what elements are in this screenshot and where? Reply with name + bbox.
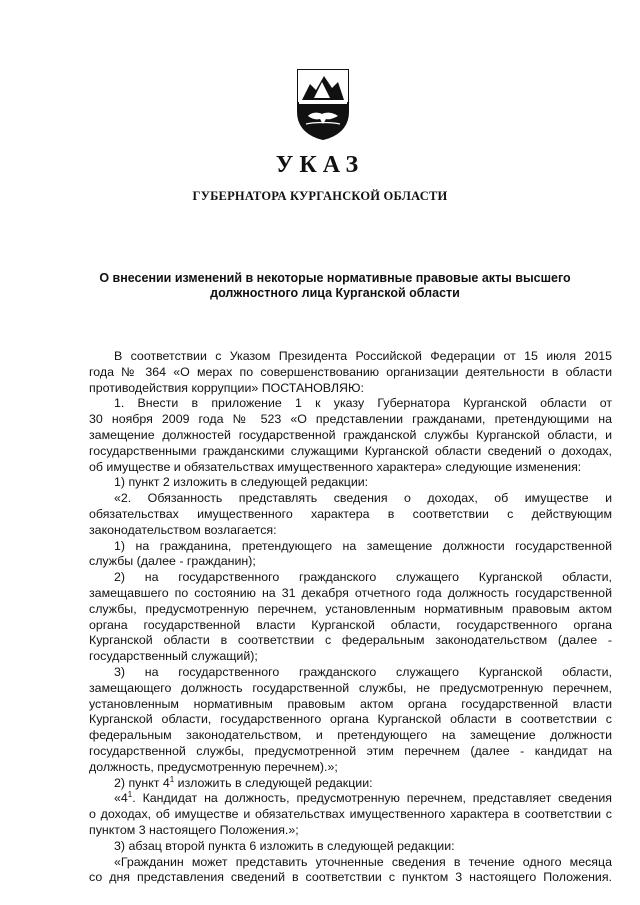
body-text-line: Курганской области в соответствии с федеральным законодательством (далее - [89, 633, 612, 648]
body-text-line: «2. Обязанность представлять сведения о доходах, об имуществе и [114, 491, 612, 506]
body-text-line: пунктом 3 настоящего Положения.»; [89, 822, 299, 837]
document-title-line: должностного лица Курганской области [210, 286, 460, 300]
body-text-line: службы (далее - гражданин); [89, 554, 256, 569]
body-text-line: законодательством возлагается: [89, 522, 277, 537]
body-text-line: 1. Внести в приложение 1 к указу Губернатора Курганской области от [114, 396, 612, 411]
body-text-line: федеральным законодательством, и претендующего на замещение должности [89, 728, 612, 743]
body-text-line: 3) абзац второй пункта 6 изложить в следующей редакции: [114, 838, 455, 853]
body-text-line: службы, предусмотренную перечнем, установленным нормативным правовым актом [89, 601, 612, 616]
document-title [70, 271, 600, 301]
body-text-line: государственной службы, предусмотренной этим перечнем (далее - кандидат на [89, 743, 612, 758]
coat-of-arms-emblem [296, 68, 350, 140]
document-body [89, 349, 612, 886]
body-text-line: 30 ноября 2009 года № 523 «О представлении гражданами, претендующими на [89, 412, 612, 427]
body-text-line: замещающего должность государственной службы, не предусмотренную перечнем, [89, 680, 612, 695]
body-text-line: 2) пункт $4^1$ изложить в следующей редакции: [114, 775, 373, 790]
body-text-line: государственный служащий); [89, 649, 258, 664]
body-text-line: о доходах, об имуществе и обязательствах имущественного характера в соответствии с [89, 807, 612, 822]
document-title-line: О внесении изменений в некоторые нормативные правовые акты высшего [99, 271, 571, 285]
body-text-line: замещавшего по состоянию на 31 декабря отчетного года должность государственной [89, 585, 612, 600]
body-text-line: «$4^1$. Кандидат на должность, предусмотренную перечнем, представляет сведения [114, 791, 612, 806]
decree-title: УКАЗ [275, 152, 365, 178]
body-text-line: В соответствии с Указом Президента Российской Федерации от 15 июля 2015 [114, 349, 612, 363]
body-text-line: должность, предусмотренную перечнем).»; [89, 759, 338, 774]
body-text-line: замещение должностей государственной гражданской службы Курганской области, и [89, 427, 612, 442]
body-text-line: об имуществе и обязательствах имущественного характера» следующие изменения: [89, 459, 582, 474]
body-text-line: со дня представления сведений в соответствии с пунктом 3 настоящего Положения. [89, 870, 612, 885]
body-text-line: установленным нормативным правовым актом органа государственной власти [89, 696, 612, 711]
body-text-line: обязательствах имущественного характера в соответствии с действующим [89, 506, 612, 521]
body-text-line: 1) пункт 2 изложить в следующей редакции: [114, 475, 369, 490]
body-text-line: 1) на гражданина, претендующего на замещение должности государственной [114, 538, 612, 553]
body-text-line: Курганской области, государственного органа Курганской области в соответствии с [89, 712, 612, 727]
body-text-line: противодействия коррупции» ПОСТАНОВЛЯЮ: [89, 380, 364, 395]
body-text-line: государственными гражданскими служащими Курганской области сведений о доходах, [89, 443, 612, 458]
body-text-line: 2) на государственного гражданского служащего Курганской области, [114, 570, 612, 585]
issuer-subtitle: ГУБЕРНАТОРА КУРГАНСКОЙ ОБЛАСТИ [192, 189, 448, 203]
body-text-line: органа государственной власти Курганской области, государственного органа [89, 617, 612, 632]
body-text-line: 3) на государственного гражданского служащего Курганской области, [114, 664, 612, 679]
body-text-line: «Гражданин может представить уточненные сведения в течение одного месяца [114, 854, 612, 869]
body-text-line: года № 364 «О мерах по совершенствованию организации деятельности в области [89, 364, 612, 379]
